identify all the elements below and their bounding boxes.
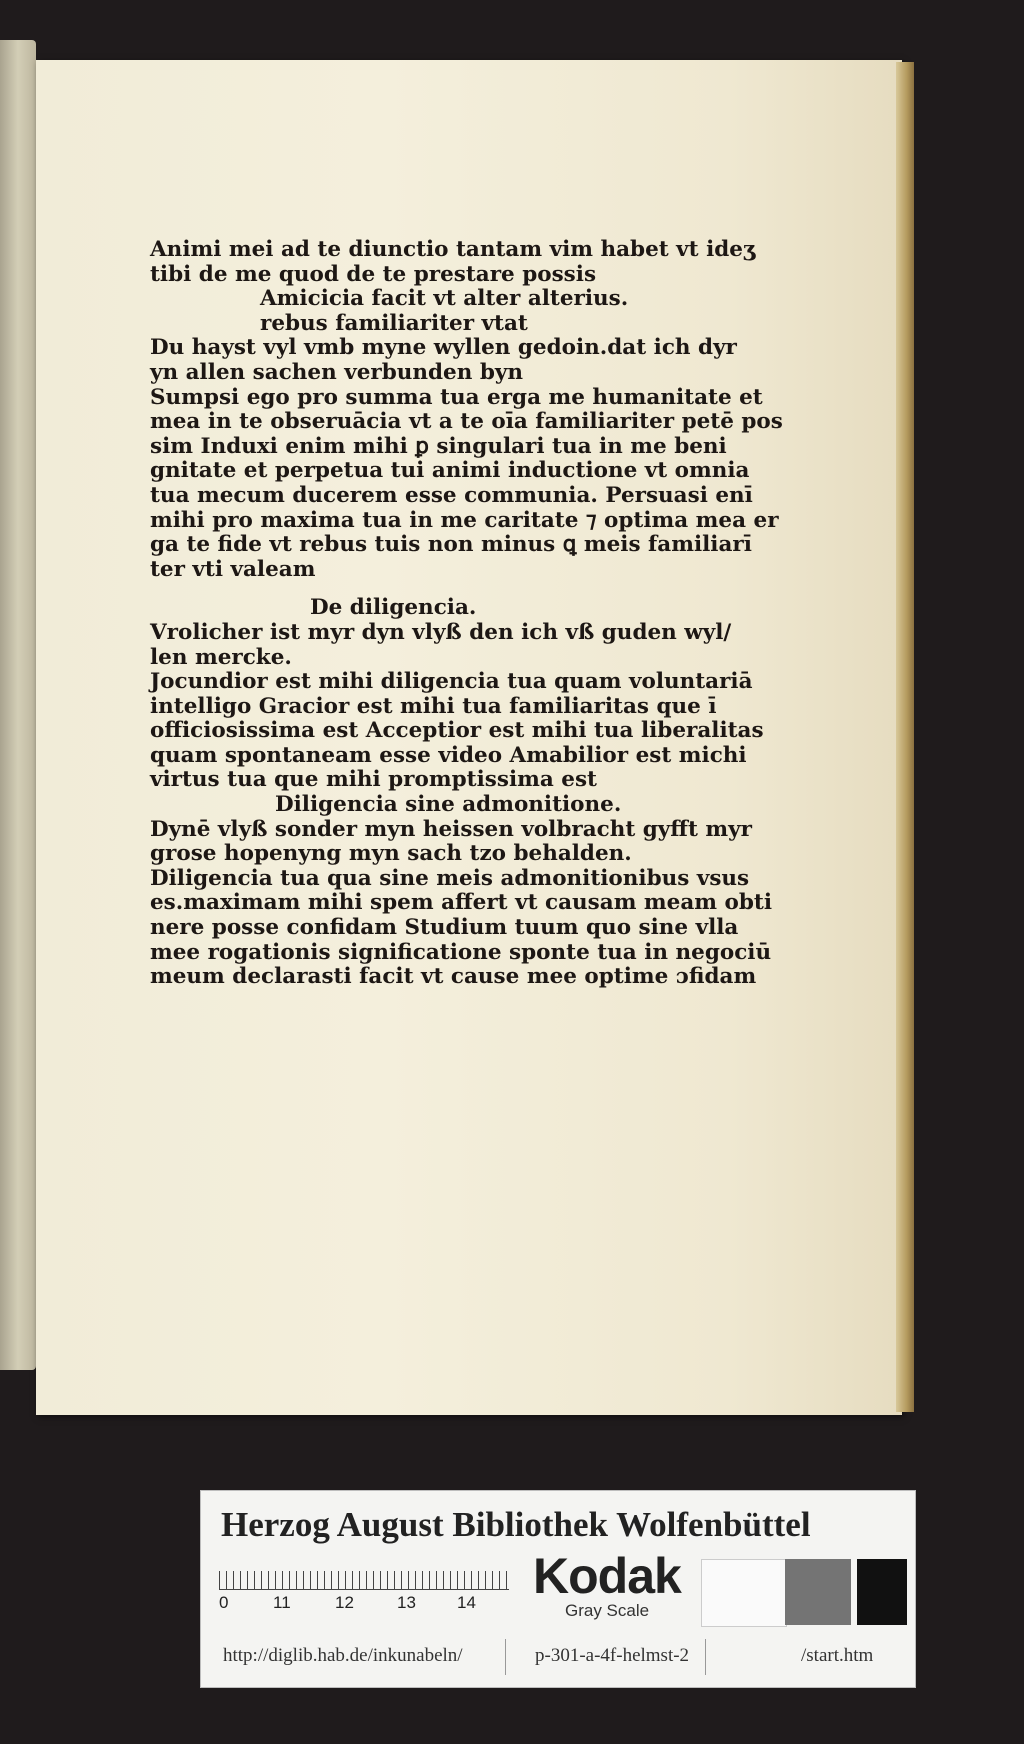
text-block: [150, 237, 783, 990]
text-line: mee rogationis significatione sponte tua in negociū: [150, 939, 772, 965]
text-line: Jocundior est mihi diligencia tua quam voluntariā: [150, 669, 753, 695]
text-line: grose hopenyng myn sach tzo behalden.: [150, 841, 632, 867]
text-line: Du hayst vyl vmb myne wyllen gedoin.dat ich dyr: [150, 335, 737, 361]
text-line: Animi mei ad te diunctio tantam vim habet vt ideʒ: [150, 237, 756, 262]
text-line: gnitate et perpetua tui animi inductione vt omnia: [150, 458, 750, 484]
url-shelfmark: p-301-a-4f-helmst-2: [535, 1645, 690, 1666]
text-line: nere posse confidam Studium tuum quo sine vlla: [150, 915, 739, 941]
gray-scale-label: Gray Scale: [565, 1601, 650, 1620]
divider: [505, 1639, 506, 1675]
text-line: tua mecum ducerem esse communia. Persuasi enī: [150, 482, 753, 508]
text-line: meum declarasti facit vt cause mee optime ɔfidam: [150, 964, 757, 990]
section-heading: Diligencia sine admonitione.: [275, 792, 622, 818]
text-line: yn allen sachen verbunden byn: [150, 359, 524, 385]
text-line: mihi pro maxima tua in me caritate ⁊ optima mea er: [150, 507, 779, 533]
ruler: [219, 1557, 509, 1590]
text-line: Sumpsi ego pro summa tua erga me humanitate et: [150, 384, 763, 410]
url-base: http://diglib.hab.de/inkunabeln/: [223, 1645, 463, 1666]
text-line: ter vti valeam: [150, 556, 316, 582]
divider: [705, 1639, 706, 1675]
page-edge: [896, 62, 914, 1412]
text-line: len mercke.: [150, 644, 292, 670]
url-suffix: /start.htm: [801, 1645, 874, 1666]
text-line: tibi de me quod de te prestare possis: [150, 261, 597, 287]
ruler-label: 13: [397, 1593, 416, 1612]
ruler-label: 11: [273, 1593, 291, 1612]
text-line: mea in te obseruācia vt a te oīa familiariter petē pos: [150, 409, 783, 435]
text-line: Vrolicher ist myr dyn vlyß den ich vß guden wyl/: [150, 619, 732, 645]
text-line: virtus tua que mihi promptissima est: [150, 767, 597, 793]
text-line: Diligencia tua qua sine meis admonitionibus vsus: [150, 865, 750, 891]
ruler-label: 12: [335, 1593, 354, 1612]
section-heading: De diligencia.: [310, 595, 477, 621]
library-name: Herzog August Bibliothek Wolfenbüttel: [221, 1505, 811, 1544]
gray-patch-mid: [785, 1559, 851, 1625]
text-line: Amicicia facit vt alter alterius.: [260, 286, 629, 312]
left-page-edge: [0, 40, 36, 1370]
text-line: quam spontaneam esse video Amabilior est michi: [150, 742, 747, 768]
text-line: ga te fide vt rebus tuis non minus ꝗ meis familiarī: [150, 532, 752, 558]
text-line: Dynē vlyß sonder myn heissen volbracht gyfft myr: [150, 816, 752, 842]
calibration-card: [200, 1490, 916, 1688]
text-line: rebus familiariter vtat: [260, 310, 528, 336]
ruler-label: 0: [219, 1593, 229, 1612]
text-line: officiosissima est Acceptior est mihi tua liberalitas: [150, 718, 764, 744]
gray-patch-black: [857, 1559, 907, 1625]
text-line: es.maximam mihi spem affert vt causam meam obti: [150, 890, 772, 916]
gray-patch-white: [701, 1559, 787, 1627]
text-line: intelligo Gracior est mihi tua familiaritas que ī: [150, 693, 717, 719]
text-line: sim Induxi enim mihi ꝑ singulari tua in me beni: [150, 433, 727, 459]
ruler-label: 14: [457, 1593, 476, 1612]
kodak-logo: Kodak: [533, 1548, 681, 1604]
